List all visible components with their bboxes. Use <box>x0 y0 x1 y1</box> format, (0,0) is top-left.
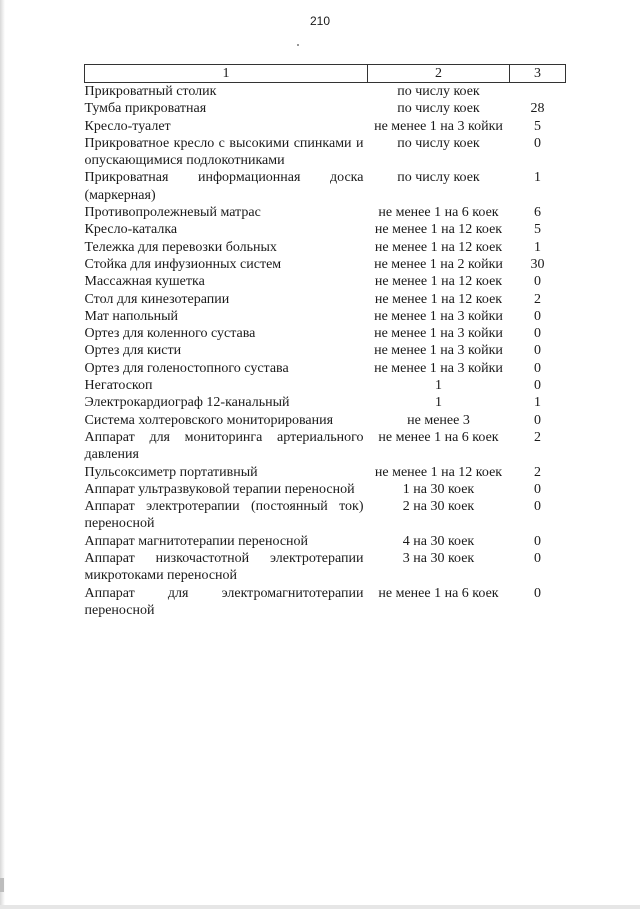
table-row <box>85 83 566 101</box>
equipment-quantity: 4 на 30 коек <box>402 533 475 549</box>
equipment-count: 0 <box>534 412 541 428</box>
equipment-count: 0 <box>534 343 541 359</box>
equipment-name: Аппарат электротерапии (постоянный ток) переносной <box>84 499 364 532</box>
table-row <box>85 169 566 204</box>
equipment-name: Стойка для инфузионных систем <box>84 256 282 272</box>
equipment-name: Ортез для кисти <box>84 343 182 359</box>
equipment-count: 28 <box>530 101 545 117</box>
scan-edge-left <box>0 0 5 909</box>
table-row <box>85 325 566 342</box>
equipment-name: Пульсоксиметр портативный <box>84 464 258 480</box>
table-row <box>85 377 566 394</box>
equipment-name: Прикроватный столик <box>84 84 217 99</box>
equipment-name: Стол для кинезотерапии <box>84 291 230 307</box>
equipment-name: Тумба прикроватная <box>84 101 207 117</box>
table-row <box>85 481 566 498</box>
scan-speck <box>297 44 299 46</box>
table-row <box>85 464 566 481</box>
equipment-count: 0 <box>534 481 541 497</box>
equipment-name: Ортез для коленного сустава <box>84 326 256 342</box>
equipment-count: 2 <box>534 291 541 307</box>
equipment-count: 0 <box>534 499 541 515</box>
equipment-count: 0 <box>534 585 541 601</box>
table-row <box>85 239 566 256</box>
equipment-count: 30 <box>530 256 545 272</box>
table-row <box>85 550 566 585</box>
equipment-count: 0 <box>534 274 541 290</box>
table-header-row <box>85 65 566 83</box>
table-row <box>85 291 566 308</box>
equipment-quantity: по числу коек <box>397 170 480 186</box>
table-row <box>85 273 566 290</box>
equipment-name: Электрокардиограф 12-канальный <box>84 395 290 411</box>
equipment-quantity: не менее 1 на 12 коек <box>374 274 503 290</box>
equipment-quantity: 3 на 30 коек <box>402 551 475 567</box>
table-row <box>85 221 566 238</box>
equipment-quantity: не менее 1 на 3 койки <box>374 343 503 359</box>
equipment-quantity: не менее 1 на 6 коек <box>378 429 499 445</box>
equipment-name: Негатоскоп <box>84 378 153 394</box>
equipment-quantity: по числу коек <box>397 101 480 117</box>
equipment-quantity: не менее 1 на 12 коек <box>374 464 503 480</box>
equipment-name: Система холтеровского мониторирования <box>84 412 334 428</box>
equipment-count: 0 <box>534 326 541 342</box>
equipment-name: Мат напольный <box>84 308 179 324</box>
equipment-quantity: 1 <box>435 378 442 394</box>
equipment-quantity: не менее 1 на 2 койки <box>374 256 503 272</box>
table-row <box>85 308 566 325</box>
equipment-count: 5 <box>534 222 541 238</box>
equipment-count: 0 <box>534 378 541 394</box>
table-row <box>85 135 566 170</box>
equipment-name: Аппарат низкочастотной электротерапии микротоками переносной <box>84 551 364 584</box>
table-row <box>85 394 566 411</box>
equipment-count: 0 <box>534 533 541 549</box>
table-row <box>85 118 566 135</box>
equipment-table <box>84 64 566 619</box>
table-body <box>85 83 566 620</box>
equipment-quantity: по числу коек <box>397 84 480 99</box>
equipment-name: Тележка для перевозки больных <box>84 239 277 255</box>
scan-mark <box>0 878 4 892</box>
table-row <box>85 498 566 533</box>
table-row <box>85 342 566 359</box>
equipment-quantity: не менее 3 <box>407 412 470 428</box>
column-header-3: 3 <box>510 65 566 83</box>
equipment-count: 0 <box>534 308 541 324</box>
equipment-quantity: не менее 1 на 3 койки <box>374 118 503 134</box>
table-row <box>85 360 566 377</box>
equipment-quantity: не менее 1 на 12 коек <box>374 291 503 307</box>
equipment-count: 2 <box>534 429 541 445</box>
equipment-quantity: 1 <box>435 395 442 411</box>
equipment-quantity: 1 на 30 коек <box>402 481 475 497</box>
equipment-name: Кресло-каталка <box>84 222 178 238</box>
equipment-name: Аппарат для электромагнитотерапии переносной <box>84 585 364 618</box>
equipment-count: 6 <box>534 205 541 221</box>
equipment-name: Ортез для голеностопного сустава <box>84 360 289 376</box>
equipment-quantity: не менее 1 на 12 коек <box>374 222 503 238</box>
equipment-name: Аппарат ультразвуковой терапии переносной <box>84 481 355 497</box>
table-row <box>85 585 566 620</box>
equipment-name: Прикроватная информационная доска (маркерная) <box>84 170 364 203</box>
table-row <box>85 429 566 464</box>
equipment-name: Аппарат для мониторинга артериального давления <box>84 429 364 463</box>
table-row <box>85 204 566 221</box>
table-row <box>85 533 566 550</box>
equipment-count: 1 <box>534 395 541 411</box>
equipment-count: 1 <box>534 239 541 255</box>
equipment-quantity: не менее 1 на 6 коек <box>378 585 499 601</box>
table-row <box>85 412 566 429</box>
equipment-quantity: не менее 1 на 6 коек <box>378 205 499 221</box>
column-header-1: 1 <box>85 65 368 83</box>
scan-edge-bottom <box>0 905 640 909</box>
equipment-quantity: не менее 1 на 12 коек <box>374 239 503 255</box>
table-row <box>85 100 566 117</box>
equipment-count <box>510 83 566 101</box>
column-header-2: 2 <box>368 65 510 83</box>
equipment-name: Прикроватное кресло с высокими спинками и опускающимися подлокотниками <box>84 135 364 169</box>
equipment-count: 0 <box>534 135 541 151</box>
equipment-quantity: по числу коек <box>397 135 480 151</box>
equipment-quantity: не менее 1 на 3 койки <box>374 326 503 342</box>
equipment-name: Кресло-туалет <box>84 118 171 134</box>
equipment-count: 0 <box>534 551 541 567</box>
equipment-count: 5 <box>534 118 541 134</box>
equipment-quantity: не менее 1 на 3 койки <box>374 308 503 324</box>
equipment-count: 0 <box>534 360 541 376</box>
page-number: 210 <box>309 14 331 28</box>
equipment-name: Аппарат магнитотерапии переносной <box>84 533 309 549</box>
table-row <box>85 256 566 273</box>
equipment-count: 2 <box>534 464 541 480</box>
equipment-name: Противопролежневый матрас <box>84 205 261 221</box>
equipment-quantity: 2 на 30 коек <box>402 499 475 515</box>
equipment-quantity: не менее 1 на 3 койки <box>374 360 503 376</box>
equipment-count: 1 <box>534 170 541 186</box>
equipment-name: Массажная кушетка <box>84 274 205 290</box>
